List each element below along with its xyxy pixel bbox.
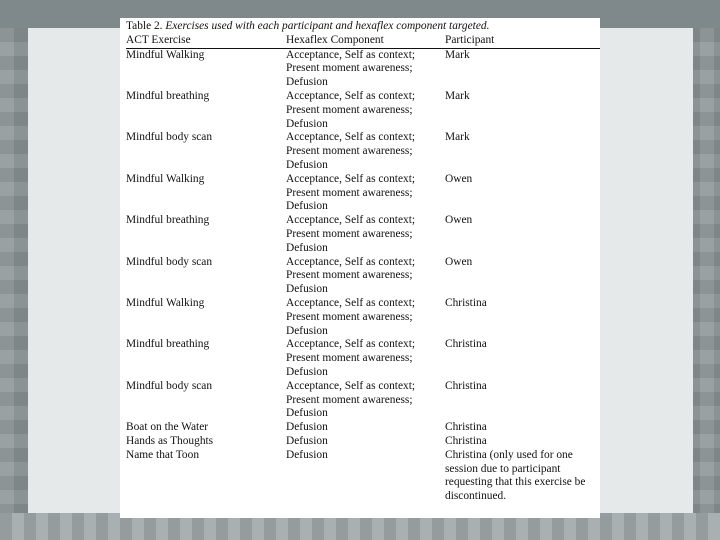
table-row bbox=[126, 256, 600, 297]
cell-component bbox=[286, 380, 445, 421]
cell-participant: Christina bbox=[445, 296, 487, 309]
table-body bbox=[126, 48, 600, 503]
component-line: Defusion bbox=[286, 76, 328, 89]
table-row bbox=[126, 435, 600, 449]
table-caption bbox=[126, 20, 600, 34]
cell-participant: Owen bbox=[445, 214, 473, 227]
participant-line: discontinued. bbox=[445, 490, 507, 503]
participant-line: requesting that this exercise be bbox=[445, 476, 586, 489]
table-row bbox=[126, 297, 600, 338]
component-line: Defusion bbox=[286, 365, 328, 378]
component-line: Present moment awareness; bbox=[286, 62, 413, 75]
header-act-exercise: ACT Exercise bbox=[126, 33, 191, 46]
component-line: Defusion bbox=[286, 241, 328, 254]
table-row bbox=[126, 131, 600, 172]
table-label: Table 2. bbox=[126, 20, 163, 32]
component-line: Acceptance, Self as context; bbox=[286, 379, 416, 392]
component-line: Present moment awareness; bbox=[286, 393, 413, 406]
cell-component bbox=[286, 256, 445, 297]
participant-line: Christina (only used for one bbox=[445, 448, 573, 461]
cell-exercise: Mindful breathing bbox=[126, 89, 210, 102]
component-line: Present moment awareness; bbox=[286, 103, 413, 116]
cell-participant bbox=[445, 448, 597, 503]
cell-participant: Owen bbox=[445, 255, 473, 268]
table-row bbox=[126, 90, 600, 131]
component-line: Defusion bbox=[286, 200, 328, 213]
component-line: Defusion bbox=[286, 117, 328, 130]
cell-exercise: Mindful Walking bbox=[126, 296, 205, 309]
table-row bbox=[126, 49, 600, 90]
component-line: Present moment awareness; bbox=[286, 145, 413, 158]
cell-participant: Christina bbox=[445, 421, 487, 434]
component-line: Defusion bbox=[286, 324, 328, 337]
component-line: Defusion bbox=[286, 158, 328, 171]
cell-component bbox=[286, 421, 445, 435]
cell-component bbox=[286, 449, 445, 490]
cell-component bbox=[286, 338, 445, 379]
component-line: Acceptance, Self as context; bbox=[286, 296, 416, 309]
component-line: Present moment awareness; bbox=[286, 186, 413, 199]
table-row bbox=[126, 338, 600, 379]
table-caption-text: Exercises used with each participant and hexaflex component targeted. bbox=[165, 20, 490, 32]
table-row bbox=[126, 214, 600, 255]
cell-participant: Christina bbox=[445, 379, 487, 392]
cell-exercise: Mindful breathing bbox=[126, 338, 210, 351]
component-line: Acceptance, Self as context; bbox=[286, 214, 416, 227]
component-line: Acceptance, Self as context; bbox=[286, 89, 416, 102]
cell-component bbox=[286, 297, 445, 338]
component-line: Present moment awareness; bbox=[286, 310, 413, 323]
cell-exercise: Boat on the Water bbox=[126, 421, 209, 434]
cell-component bbox=[286, 49, 445, 90]
component-line: Defusion bbox=[286, 434, 328, 447]
cell-exercise: Mindful body scan bbox=[126, 131, 213, 144]
component-line: Defusion bbox=[286, 448, 328, 461]
table-document bbox=[120, 18, 600, 518]
cell-exercise: Name that Toon bbox=[126, 448, 200, 461]
header-participant: Participant bbox=[445, 33, 495, 46]
cell-participant: Owen bbox=[445, 172, 473, 185]
cell-component bbox=[286, 131, 445, 172]
cell-participant: Mark bbox=[445, 131, 470, 144]
header-hexaflex-component: Hexaflex Component bbox=[286, 33, 384, 46]
cell-component bbox=[286, 435, 445, 449]
table-row bbox=[126, 448, 600, 503]
cell-exercise: Mindful Walking bbox=[126, 172, 205, 185]
cell-participant: Mark bbox=[445, 48, 470, 61]
component-line: Present moment awareness; bbox=[286, 269, 413, 282]
cell-exercise: Mindful breathing bbox=[126, 214, 210, 227]
cell-component bbox=[286, 90, 445, 131]
component-line: Defusion bbox=[286, 421, 328, 434]
table-row bbox=[126, 380, 600, 421]
component-line: Acceptance, Self as context; bbox=[286, 172, 416, 185]
participant-line: session due to participant bbox=[445, 462, 561, 475]
component-line: Present moment awareness; bbox=[286, 352, 413, 365]
cell-participant: Mark bbox=[445, 89, 470, 102]
component-line: Acceptance, Self as context; bbox=[286, 338, 416, 351]
component-line: Acceptance, Self as context; bbox=[286, 48, 416, 61]
cell-exercise: Mindful body scan bbox=[126, 255, 213, 268]
table-header-row bbox=[126, 34, 600, 49]
component-line: Acceptance, Self as context; bbox=[286, 131, 416, 144]
table-row bbox=[126, 421, 600, 435]
cell-exercise: Mindful Walking bbox=[126, 48, 205, 61]
cell-component bbox=[286, 214, 445, 255]
component-line: Present moment awareness; bbox=[286, 227, 413, 240]
component-line: Acceptance, Self as context; bbox=[286, 255, 416, 268]
cell-participant: Christina bbox=[445, 434, 487, 447]
cell-exercise: Mindful body scan bbox=[126, 379, 213, 392]
cell-exercise: Hands as Thoughts bbox=[126, 434, 214, 447]
component-line: Defusion bbox=[286, 407, 328, 420]
cell-component bbox=[286, 173, 445, 214]
table-row bbox=[126, 173, 600, 214]
component-line: Defusion bbox=[286, 283, 328, 296]
cell-participant: Christina bbox=[445, 338, 487, 351]
